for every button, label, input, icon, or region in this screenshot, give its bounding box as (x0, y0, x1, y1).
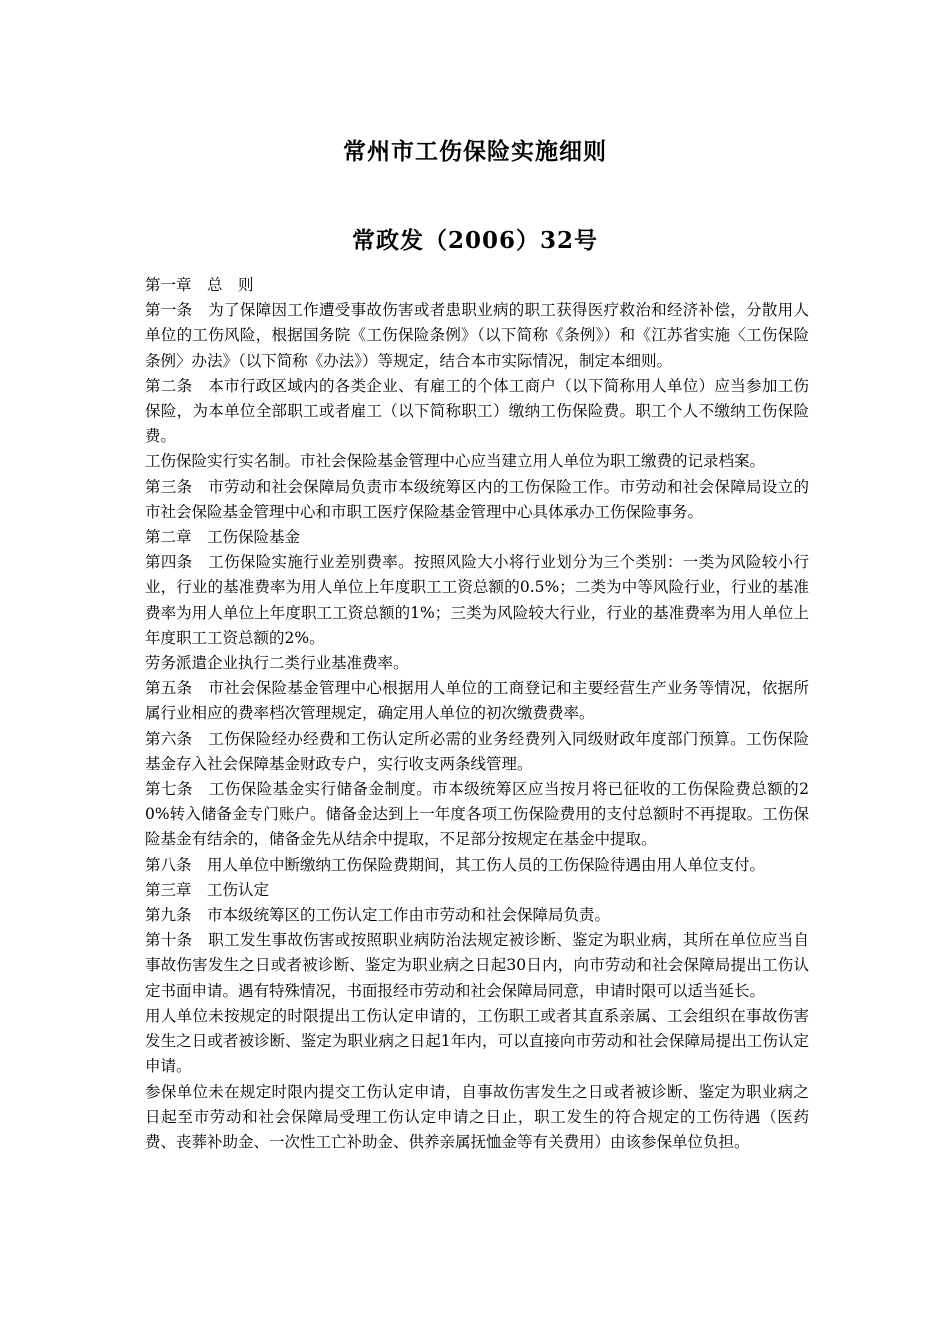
document-body (145, 273, 809, 1155)
chapter-heading: 第二章 工伤保险基金 (145, 528, 301, 547)
chapter-heading: 第一章 总 则 (145, 276, 254, 294)
article-paragraph: 劳务派遣企业执行二类行业基准费率。 (145, 654, 409, 673)
article-paragraph: 第二条 本市行政区域内的各类企业、有雇工的个体工商户（以下简称用人单位）应当参加工伤保险，为本单位全部职工或者雇工（以下简称职工）缴纳工伤保险费。职工个人不缴纳工伤保险费。 (145, 376, 809, 446)
article-paragraph: 第三条 市劳动和社会保障局负责市本级统筹区内的工伤保险工作。市劳动和社会保障局设立的市社会保险基金管理中心和市职工医疗保险基金管理中心具体承办工伤保险事务。 (145, 477, 809, 521)
chapter-heading: 第三章 工伤认定 (145, 880, 270, 899)
article-paragraph: 第六条 工伤保险经办经费和工伤认定所必需的业务经费列入同级财政年度部门预算。工伤保险基金存入社会保障基金财政专户，实行收支两条线管理。 (145, 729, 809, 773)
article-paragraph: 第八条 用人单位中断缴纳工伤保险费期间，其工伤人员的工伤保险待遇由用人单位支付。 (145, 855, 766, 874)
article-paragraph: 第七条 工伤保险基金实行储备金制度。市本级统筹区应当按月将已征收的工伤保险费总额的20%转入储备金专门账户。储备金达到上一年度各项工伤保险费用的支付总额时不再提取。工伤保险基金有结余的，储备金先从结余中提取，不足部分按规定在基金中提取。 (145, 780, 809, 849)
article-paragraph: 第五条 市社会保险基金管理中心根据用人单位的工商登记和主要经营生产业务等情况，依据所属行业相应的费率档次管理规定，确定用人单位的初次缴费费率。 (145, 679, 809, 723)
article-paragraph: 第九条 市本级统筹区的工伤认定工作由市劳动和社会保障局负责。 (145, 906, 611, 925)
article-paragraph: 参保单位未在规定时限内提交工伤认定申请，自事故伤害发生之日或者被诊断、鉴定为职业病之日起至市劳动和社会保障局受理工伤认定申请之日止，职工发生的符合规定的工伤待遇（医药费、丧葬补助金、一次性工亡补助金、供养亲属抚恤金等有关费用）由该参保单位负担。 (145, 1082, 809, 1151)
article-paragraph: 第一条 为了保障因工作遭受事故伤害或者患职业病的职工获得医疗救治和经济补偿，分散用人单位的工伤风险，根据国务院《工伤保险条例》（以下简称《条例》）和《江苏省实施〈工伤保险条例〉办法》（以下简称《办法》）等规定，结合本市实际情况，制定本细则。 (145, 301, 809, 370)
article-paragraph: 第四条 工伤保险实施行业差别费率。按照风险大小将行业划分为三个类别：一类为风险较小行业，行业的基准费率为用人单位上年度职工工资总额的0.5%；二类为中等风险行业，行业的基准费率为用人单位上年度职工工资总额的1%；三类为风险较大行业，行业的基准费率为用人单位上年度职工工资总额的2%。 (145, 553, 809, 647)
article-paragraph: 用人单位未按规定的时限提出工伤认定申请的，工伤职工或者其直系亲属、工会组织在事故伤害发生之日或者被诊断、鉴定为职业病之日起1年内，可以直接向市劳动和社会保障局提出工伤认定申请。 (145, 1006, 809, 1076)
document-title: 常州市工伤保险实施细则 (343, 138, 607, 165)
document-number: 常政发（2006）32号 (351, 227, 599, 254)
article-paragraph: 第十条 职工发生事故伤害或按照职业病防治法规定被诊断、鉴定为职业病，其所在单位应当自事故伤害发生之日或者被诊断、鉴定为职业病之日起30日内，向市劳动和社会保障局提出工伤认定书面申请。遇有特殊情况，书面报经市劳动和社会保障局同意，申请时限可以适当延长。 (145, 931, 809, 1000)
article-paragraph: 工伤保险实行实名制。市社会保险基金管理中心应当建立用人单位为职工缴费的记录档案。 (145, 452, 766, 471)
